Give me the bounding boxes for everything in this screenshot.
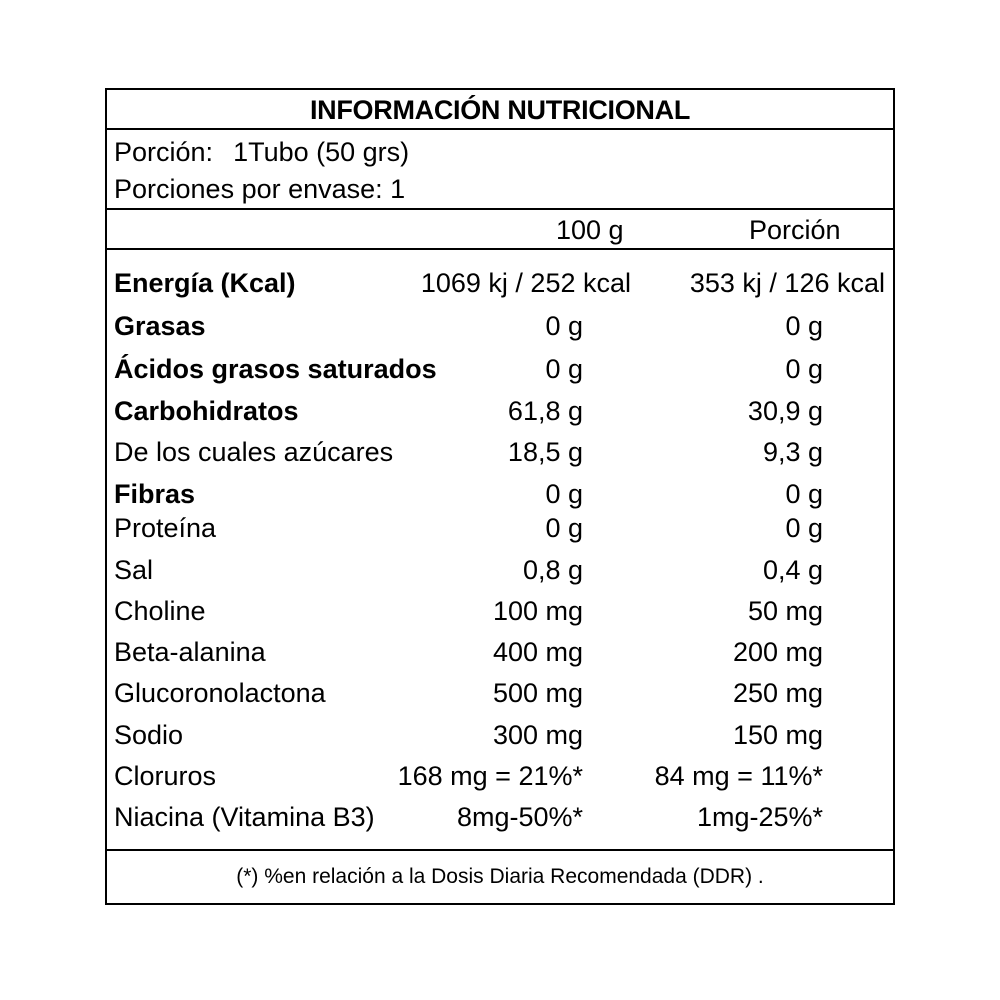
nutrition-facts-panel — [105, 88, 895, 905]
value-100g: 168 mg = 21%* — [397, 761, 583, 791]
value-portion: 353 kj / 126 kcal — [689, 268, 885, 298]
portion-line — [114, 134, 409, 170]
value-100g: 61,8 g — [507, 396, 583, 426]
value-100g: 8mg-50%* — [456, 802, 583, 832]
nutrient-row-beta-alanina — [107, 633, 893, 671]
nutrient-row-grasas — [107, 307, 893, 345]
nutrient-label: Beta-alanina — [114, 637, 266, 667]
value-100g: 0 g — [545, 513, 583, 543]
column-headers — [107, 210, 893, 250]
nutrient-row-niacina — [107, 798, 893, 836]
value-portion: 9,3 g — [762, 437, 823, 467]
value-portion: 200 mg — [732, 637, 823, 667]
value-portion: 0 g — [785, 513, 823, 543]
footnote: (*) %en relación a la Dosis Diaria Recomendada (DDR) . — [107, 849, 893, 903]
value-portion: 30,9 g — [747, 396, 823, 426]
value-100g: 1069 kj / 252 kcal — [420, 268, 631, 298]
nutrient-row-energia — [107, 264, 893, 302]
nutrient-label: De los cuales azúcares — [114, 437, 394, 467]
nutrient-label: Choline — [114, 596, 206, 626]
nutrient-label: Fibras — [114, 479, 196, 509]
serving-info — [107, 130, 893, 210]
value-portion: 0 g — [785, 311, 823, 341]
value-100g: 500 mg — [492, 678, 583, 708]
nutrient-row-acidos-grasos — [107, 350, 893, 388]
nutrient-row-choline — [107, 592, 893, 630]
value-100g: 300 mg — [492, 720, 583, 750]
portion-value: 1Tubo (50 grs) — [233, 137, 410, 167]
value-100g: 0 g — [545, 311, 583, 341]
value-portion: 0 g — [785, 354, 823, 384]
value-portion: 84 mg = 11%* — [654, 761, 823, 791]
nutrient-row-sal — [107, 551, 893, 589]
nutrient-label: Sal — [114, 555, 154, 585]
value-portion: 1mg-25%* — [696, 802, 823, 832]
nutrient-row-fibras — [107, 475, 893, 513]
value-portion: 0,4 g — [762, 555, 823, 585]
nutrient-row-cloruros — [107, 757, 893, 795]
value-100g: 400 mg — [492, 637, 583, 667]
nutrient-label: Proteína — [114, 513, 217, 543]
nutrient-label: Grasas — [114, 311, 206, 341]
value-portion: 250 mg — [732, 678, 823, 708]
nutrient-label: Carbohidratos — [114, 396, 299, 426]
nutrient-label: Sodio — [114, 720, 184, 750]
nutrient-row-proteina — [107, 509, 893, 547]
column-header-portion: Porción — [749, 215, 841, 245]
column-header-100g: 100 g — [556, 215, 624, 245]
value-portion: 0 g — [785, 479, 823, 509]
value-100g: 100 mg — [492, 596, 583, 626]
nutrient-row-sodio — [107, 716, 893, 754]
value-portion: 50 mg — [747, 596, 823, 626]
nutrient-row-azucares — [107, 433, 893, 471]
nutrient-label: Energía (Kcal) — [114, 268, 296, 298]
nutrient-label: Glucoronolactona — [114, 678, 326, 708]
nutrient-label: Niacina (Vitamina B3) — [114, 802, 375, 832]
value-100g: 18,5 g — [507, 437, 583, 467]
nutrient-label: Cloruros — [114, 761, 217, 791]
nutrient-row-glucoronolactona — [107, 674, 893, 712]
nutrient-label: Ácidos grasos saturados — [114, 354, 437, 384]
value-100g: 0 g — [545, 479, 583, 509]
value-100g: 0 g — [545, 354, 583, 384]
nutrient-row-carbohidratos — [107, 392, 893, 430]
portion-label: Porción: — [114, 137, 214, 167]
value-portion: 150 mg — [732, 720, 823, 750]
table-title: INFORMACIÓN NUTRICIONAL — [107, 90, 893, 130]
portions-per-container: Porciones por envase: 1 — [114, 174, 406, 204]
value-100g: 0,8 g — [522, 555, 583, 585]
